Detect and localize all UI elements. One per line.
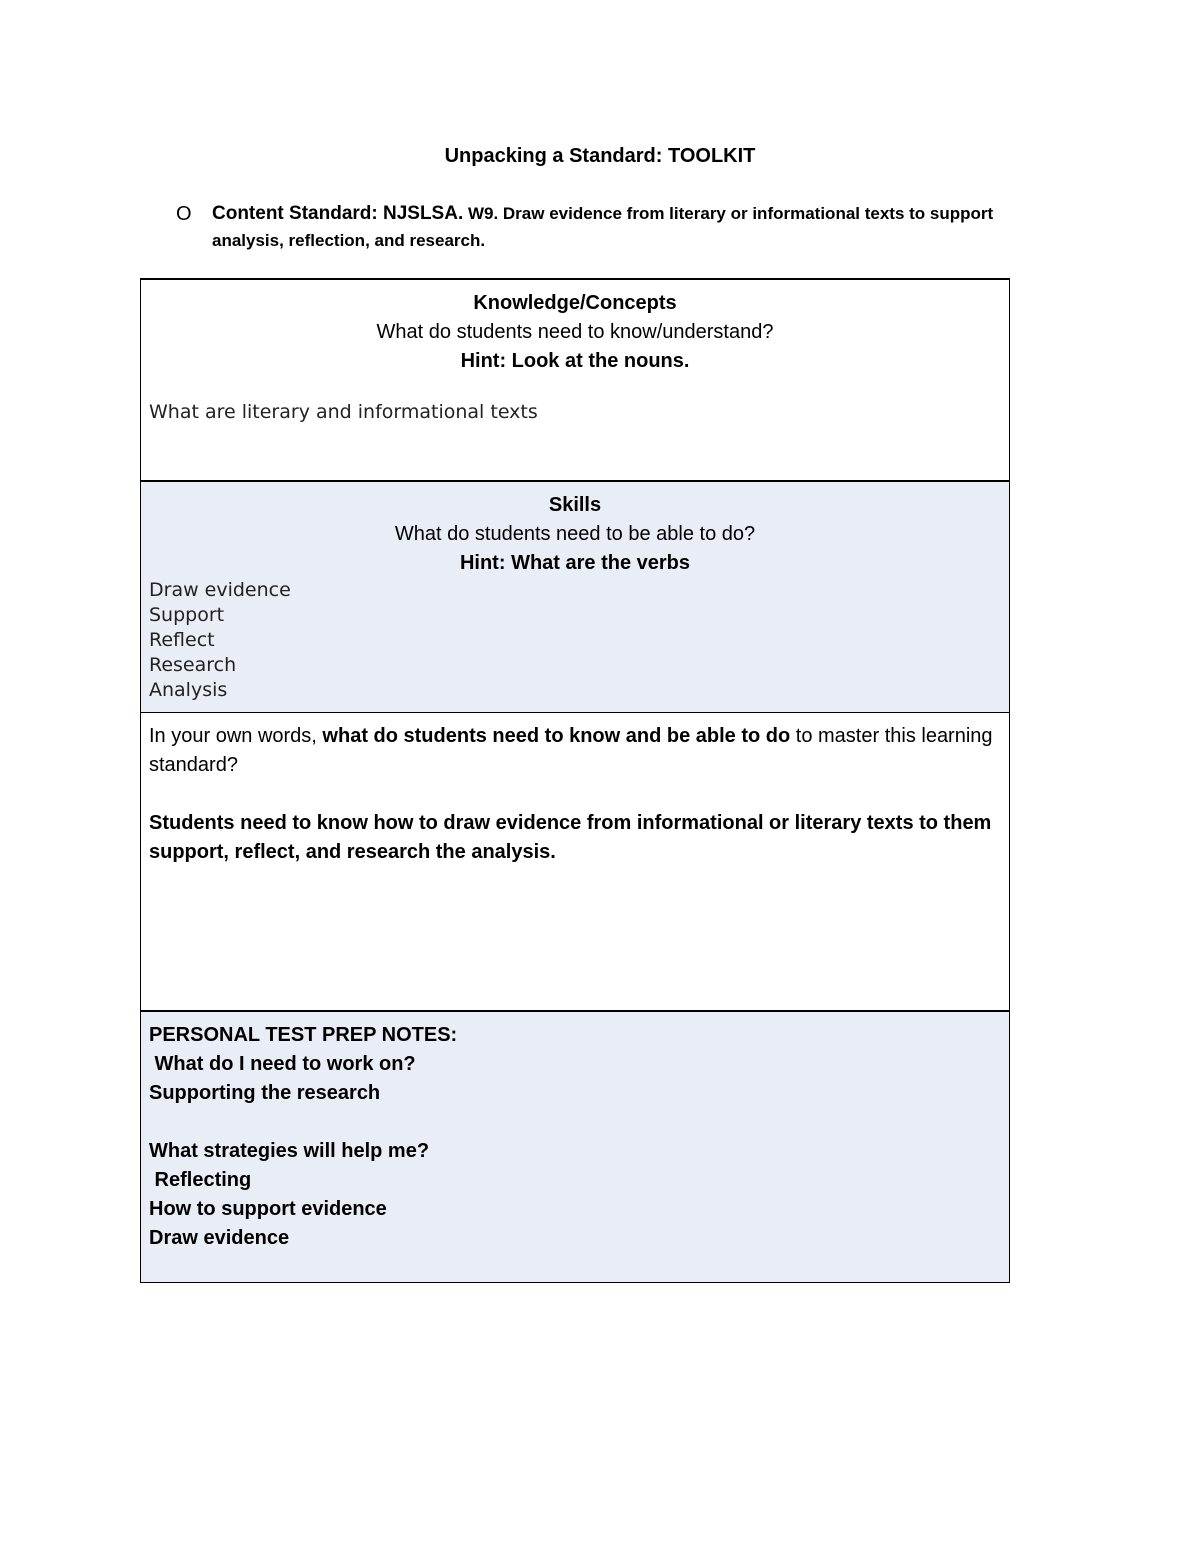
knowledge-cell [141,279,1010,481]
notes-answer-work-on: Supporting the research [149,1082,381,1104]
notes-strategy-item: How to support evidence [149,1198,387,1220]
notes-heading: PERSONAL TEST PREP NOTES: [149,1024,458,1046]
bullet-icon: O [176,203,192,225]
test-prep-notes-cell [141,1011,1010,1283]
knowledge-answer: What are literary and informational texts [149,401,538,423]
notes-strategy-item: Draw evidence [149,1227,290,1249]
own-words-prompt-suffix: to master this learning standard? [149,725,993,776]
skill-item: Support [149,604,225,626]
notes-question-strategies: What strategies will help me? [149,1140,430,1162]
notes-strategy-item: Reflecting [149,1169,252,1191]
skills-list [149,578,1001,703]
skill-item: Reflect [149,629,215,651]
own-words-answer: Students need to know how to draw evidence from informational or literary texts to them support, reflect, and research the analysis. [149,812,992,863]
knowledge-question: What do students need to know/understand? [376,321,774,343]
standard-description: W9. Draw evidence from literary or informational texts to support analysis, reflection, and research. [212,204,994,250]
knowledge-hint: Hint: Look at the nouns. [460,350,690,372]
knowledge-heading: Knowledge/Concepts [473,292,677,314]
skill-item: Draw evidence [149,579,291,601]
toolkit-table [140,278,1010,1283]
own-words-prompt [149,722,1001,780]
own-words-cell [141,713,1010,1012]
standard-label: Content Standard: NJSLSA. [212,203,464,224]
skills-cell [141,481,1010,713]
own-words-prompt-bold: what do students need to know and be able to do [322,725,791,747]
own-words-prompt-prefix: In your own words, [149,725,323,747]
skill-item: Research [149,654,237,676]
page-title: Unpacking a Standard: TOOLKIT [444,145,756,167]
notes-question-work-on: What do I need to work on? [149,1053,416,1075]
skill-item: Analysis [149,679,228,701]
skills-heading: Skills [548,494,602,516]
content-standard [176,200,1016,254]
standard-text [212,200,1016,254]
skills-question: What do students need to be able to do? [394,523,756,545]
skills-hint: Hint: What are the verbs [459,552,691,574]
